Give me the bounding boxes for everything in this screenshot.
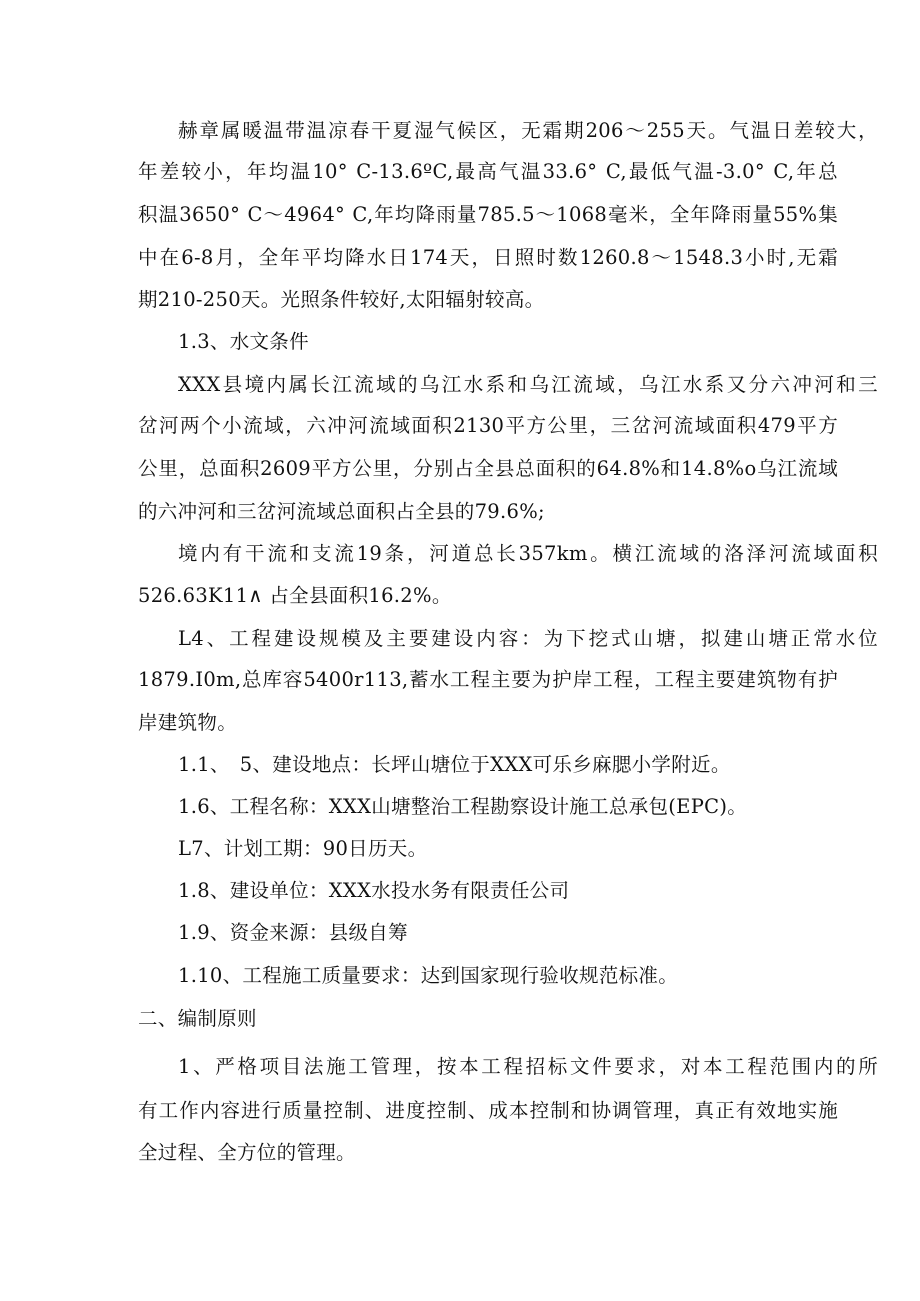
- item-quality: 1.10、工程施工质量要求：达到国家现行验收规范标准。: [178, 964, 679, 987]
- climate-paragraph-line: 中在6-8月，全年平均降水日174天，日照时数1260.8～1548.3小时,无霜: [138, 246, 838, 269]
- hydrology-paragraph-line: XXX县境内属长江流域的乌江水系和乌江流域，乌江水系又分六冲河和三: [178, 373, 878, 396]
- climate-paragraph-line: 赫章属暖温带温凉春干夏湿气候区，无霜期206～255天。气温日差较大，: [178, 119, 878, 142]
- rivers-paragraph-line: 526.63K11∧ 占全县面积16.2%。: [138, 584, 452, 607]
- item-project-name: 1.6、工程名称：XXX山塘整治工程勘察设计施工总承包(EPC)。: [178, 795, 748, 818]
- item-builder: 1.8、建设单位：XXX水投水务有限责任公司: [178, 879, 570, 902]
- principle-paragraph-line: 有工作内容进行质量控制、进度控制、成本控制和协调管理，真正有效地实施: [138, 1099, 838, 1122]
- climate-paragraph-line: 积温3650° C～4964° C,年均降雨量785.5～1068毫米，全年降雨量55%集: [138, 203, 838, 226]
- item-funding: 1.9、资金来源：县级自筹: [178, 921, 408, 944]
- hydrology-paragraph-line: 的六冲河和三岔河流域总面积占全县的79.6%;: [138, 500, 545, 523]
- section-heading-1-3: 1.3、水文条件: [178, 330, 309, 353]
- section-heading-2: 二、编制原则: [138, 1007, 257, 1030]
- hydrology-paragraph-line: 公里，总面积2609平方公里，分别占全县总面积的64.8%和14.8%o乌江流域: [138, 457, 838, 480]
- rivers-paragraph-line: 境内有干流和支流19条，河道总长357km。横江流域的洛泽河流域面积: [178, 542, 878, 565]
- climate-paragraph-line: 年差较小，年均温10° C-13.6ºC,最高气温33.6° C,最低气温-3.0° C,年总: [138, 160, 838, 183]
- hydrology-paragraph-line: 岔河两个小流域，六冲河流域面积2130平方公里，三岔河流域面积479平方: [138, 414, 838, 437]
- principle-paragraph-line: 全过程、全方位的管理。: [138, 1141, 356, 1164]
- scale-paragraph-line: 1879.I0m,总库容5400r113,蓄水工程主要为护岸工程，工程主要建筑物有护: [138, 668, 838, 691]
- item-construction-site: 1.1、 5、建设地点：长坪山塘位于XXX可乐乡麻腮小学附近。: [178, 753, 731, 776]
- scale-paragraph-line: 岸建筑物。: [138, 711, 238, 734]
- climate-paragraph-line: 期210-250天。光照条件较好,太阳辐射较高。: [138, 288, 545, 311]
- scale-paragraph-line: L4、工程建设规模及主要建设内容：为下挖式山塘，拟建山塘正常水位: [178, 627, 878, 650]
- principle-paragraph-line: 1、严格项目法施工管理，按本工程招标文件要求，对本工程范围内的所: [178, 1055, 878, 1078]
- item-schedule: L7、计划工期：90日历天。: [178, 837, 428, 860]
